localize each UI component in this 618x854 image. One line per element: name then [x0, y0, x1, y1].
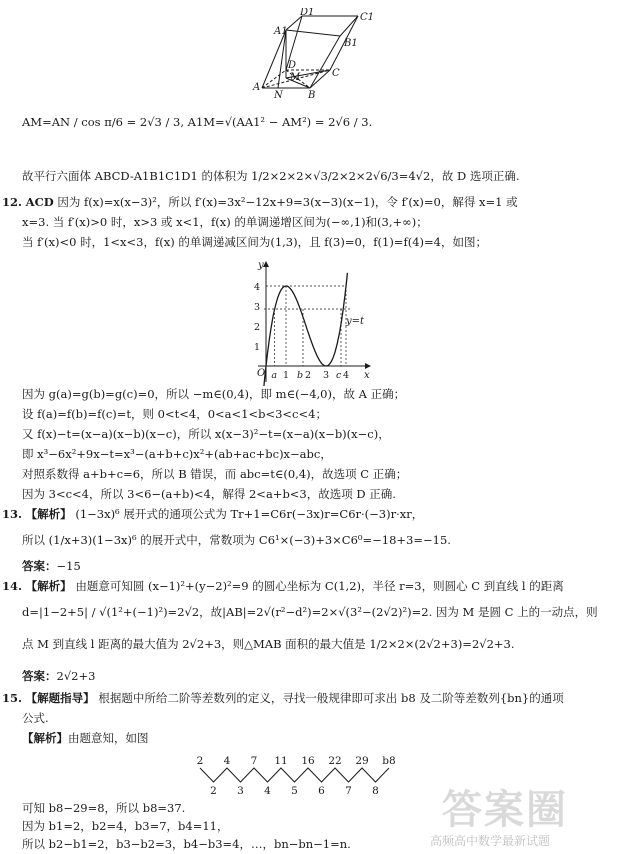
ytick-label: 2 [254, 322, 261, 333]
q13-answer [22, 558, 81, 574]
cubic-graph [248, 256, 378, 386]
parallelepiped-figure [250, 8, 380, 100]
x-axis-label: x [364, 370, 370, 381]
q12-line-7: 即 x³−6x²+9x−t=x³−(a+b+c)x²+(ab+ac+bc)x−abc， [22, 447, 332, 461]
q12-line-5: 设 f(a)=f(b)=f(c)=t，则 0<t<4，0<a<1<b<3<c<4； [22, 407, 327, 421]
q14-number: 14. [2, 579, 23, 593]
ytick-label: 3 [254, 302, 261, 313]
seq-diff-term: 4 [264, 785, 271, 797]
q13-answer-value: −15 [56, 559, 81, 573]
seq-diff-term: 7 [345, 785, 352, 797]
seq-top-term: 16 [301, 755, 315, 767]
q15-header [2, 690, 564, 706]
q12-line-2: x=3. 当 f′(x)>0 时，x>3 或 x<1，f(x) 的单调递增区间为(−∞,1)和(3,+∞)； [22, 215, 428, 229]
y-axis-label: y [258, 260, 264, 271]
q15-line-4: 可知 b8−29=8，所以 b8=37. [22, 801, 186, 815]
origin-label: O [257, 368, 266, 379]
q14-header [2, 578, 564, 594]
q15-solution-header [22, 730, 149, 746]
q14-line-1: 由题意可知圆 (x−1)²+(y−2)²=9 的圆心坐标为 C(1,2)，半径 r=3，则圆心 C 到直线 l 的距离 [75, 579, 564, 593]
seq-diff-term: 3 [237, 785, 244, 797]
q15-line-1: 根据题中所给二阶等差数列的定义，寻找一般规律即可求出 b8 及二阶等差数列{bn}的通项 [98, 691, 564, 705]
label-A1: A1 [274, 26, 288, 37]
q12-line-3: 当 f′(x)<0 时，1<x<3，f(x) 的单调递减区间为(1,3)，且 f(3)=0，f(1)=f(4)=4，如图； [22, 235, 487, 249]
seq-top-term: 11 [274, 755, 288, 767]
q13-line-2: 所以 (1/x+3)(1−3x)⁶ 的展开式中，常数项为 C6¹×(−3)+3×C6⁰=−18+3=−15. [22, 533, 451, 547]
label-A: A [253, 82, 261, 93]
ytick-label: 4 [254, 282, 261, 293]
label-D: D [288, 60, 297, 71]
q12-line-4: 因为 g(a)=g(b)=g(c)=0，所以 −m∈(0,4)，即 m∈(−4,0)，故 A 正确； [22, 387, 406, 401]
xtick-label: a [271, 370, 278, 381]
label-N: N [274, 90, 283, 100]
seq-top-term: 22 [328, 755, 342, 767]
q13-header [2, 506, 423, 522]
q12-line-8: 对照系数得 a+b+c=6，所以 B 错误，而 abc=t∈(0,4)，故选项 C 正确； [22, 467, 408, 481]
q15-tag-2: 【解析】 [22, 731, 68, 745]
q12-number: 12. [2, 195, 23, 209]
xtick-label: 3 [323, 370, 330, 381]
q14-answer-value: 2√2+3 [56, 669, 96, 683]
q14-line-3: 点 M 到直线 l 距离的最大值为 2√2+3，则△MAB 面积的最大值是 1/2×2×(2√2+3)=2√2+3. [22, 637, 515, 651]
xtick-label: 1 [283, 370, 290, 381]
seq-diff-term: 8 [372, 785, 379, 797]
seq-top-term: 29 [355, 755, 369, 767]
q15-line-5: 因为 b1=2，b2=4，b3=7，b4=11， [22, 819, 229, 833]
answer-label: 答案： [22, 669, 57, 683]
label-D1: D1 [300, 8, 315, 18]
answer-label: 答案： [22, 559, 57, 573]
xtick-label: b [297, 370, 304, 381]
volume-line: 故平行六面体 ABCD-A1B1C1D1 的体积为 1/2×2×2×√3/2×2×2√6/3=4√2，故 D 选项正确. [22, 169, 520, 183]
q13-line-1: (1−3x)⁶ 展开式的通项公式为 Tr+1=C6r(−3x)r=C6r·(−3)r·xr， [75, 507, 424, 521]
seq-top-term: 2 [196, 755, 204, 767]
label-C1: C1 [360, 12, 375, 23]
seq-top-term: 7 [250, 755, 258, 767]
seq-diff-term: 5 [291, 785, 298, 797]
q15-tag: 【解题指导】 [25, 691, 95, 705]
q14-tag: 【解析】 [25, 579, 72, 593]
label-C: C [332, 68, 340, 79]
q15-number: 15. [2, 691, 23, 705]
xtick-label: c [336, 370, 342, 381]
am-formula-line: AM=AN / cos π/6 = 2√3 / 3, A1M=√(AA1² − AM²) = 2√6 / 3. [22, 115, 373, 129]
q15-line-2: 公式. [22, 711, 49, 725]
seq-top-term: 4 [223, 755, 231, 767]
seq-top-term: b8 [382, 755, 396, 767]
label-B: B [308, 90, 316, 100]
xtick-label: 2 [305, 370, 312, 381]
q12-line-1: 因为 f(x)=x(x−3)²，所以 f′(x)=3x²−12x+9=3(x−3)(x−1)，令 f′(x)=0，解得 x=1 或 [57, 195, 518, 209]
zigzag-line [200, 768, 389, 782]
q13-tag: 【解析】 [25, 507, 72, 521]
q15-line-3: 由题意知，如图 [68, 731, 149, 745]
q14-answer [22, 668, 95, 684]
q15-line-6: 所以 b2−b1=2，b3−b2=3，b4−b3=4，…，bn−bn−1=n. [22, 837, 351, 851]
sequence-diagram [190, 752, 430, 798]
q12-line-9: 因为 3<c<4，所以 3<6−(a+b)<4，解得 2<a+b<3，故选项 D 正确. [22, 487, 396, 501]
watermark-logo: 答案圈 [442, 787, 568, 833]
xtick-label: 4 [343, 370, 350, 381]
seq-diff-term: 2 [210, 785, 217, 797]
line-y-eq-t-label: y=t [346, 316, 365, 327]
q12-line-6: 又 f(x)−t=(x−a)(x−b)(x−c)，所以 x(x−3)²−t=(x−a)(x−b)(x−c)， [22, 427, 390, 441]
q12-header [2, 194, 518, 210]
label-M: M [290, 72, 301, 83]
q13-number: 13. [2, 507, 23, 521]
ytick-label: 1 [254, 342, 261, 353]
watermark-caption: 高频高中数学最新试题 [430, 834, 551, 848]
seq-diff-term: 6 [318, 785, 325, 797]
q14-line-2: d=|1−2+5| / √(1²+(−1)²)=2√2，故|AB|=2√(r²−d²)=2×√(3²−(2√2)²)=2. 因为 M 是圆 C 上的一动点，则 [22, 605, 598, 619]
q12-answer: ACD [25, 195, 54, 209]
label-B1: B1 [344, 38, 358, 49]
